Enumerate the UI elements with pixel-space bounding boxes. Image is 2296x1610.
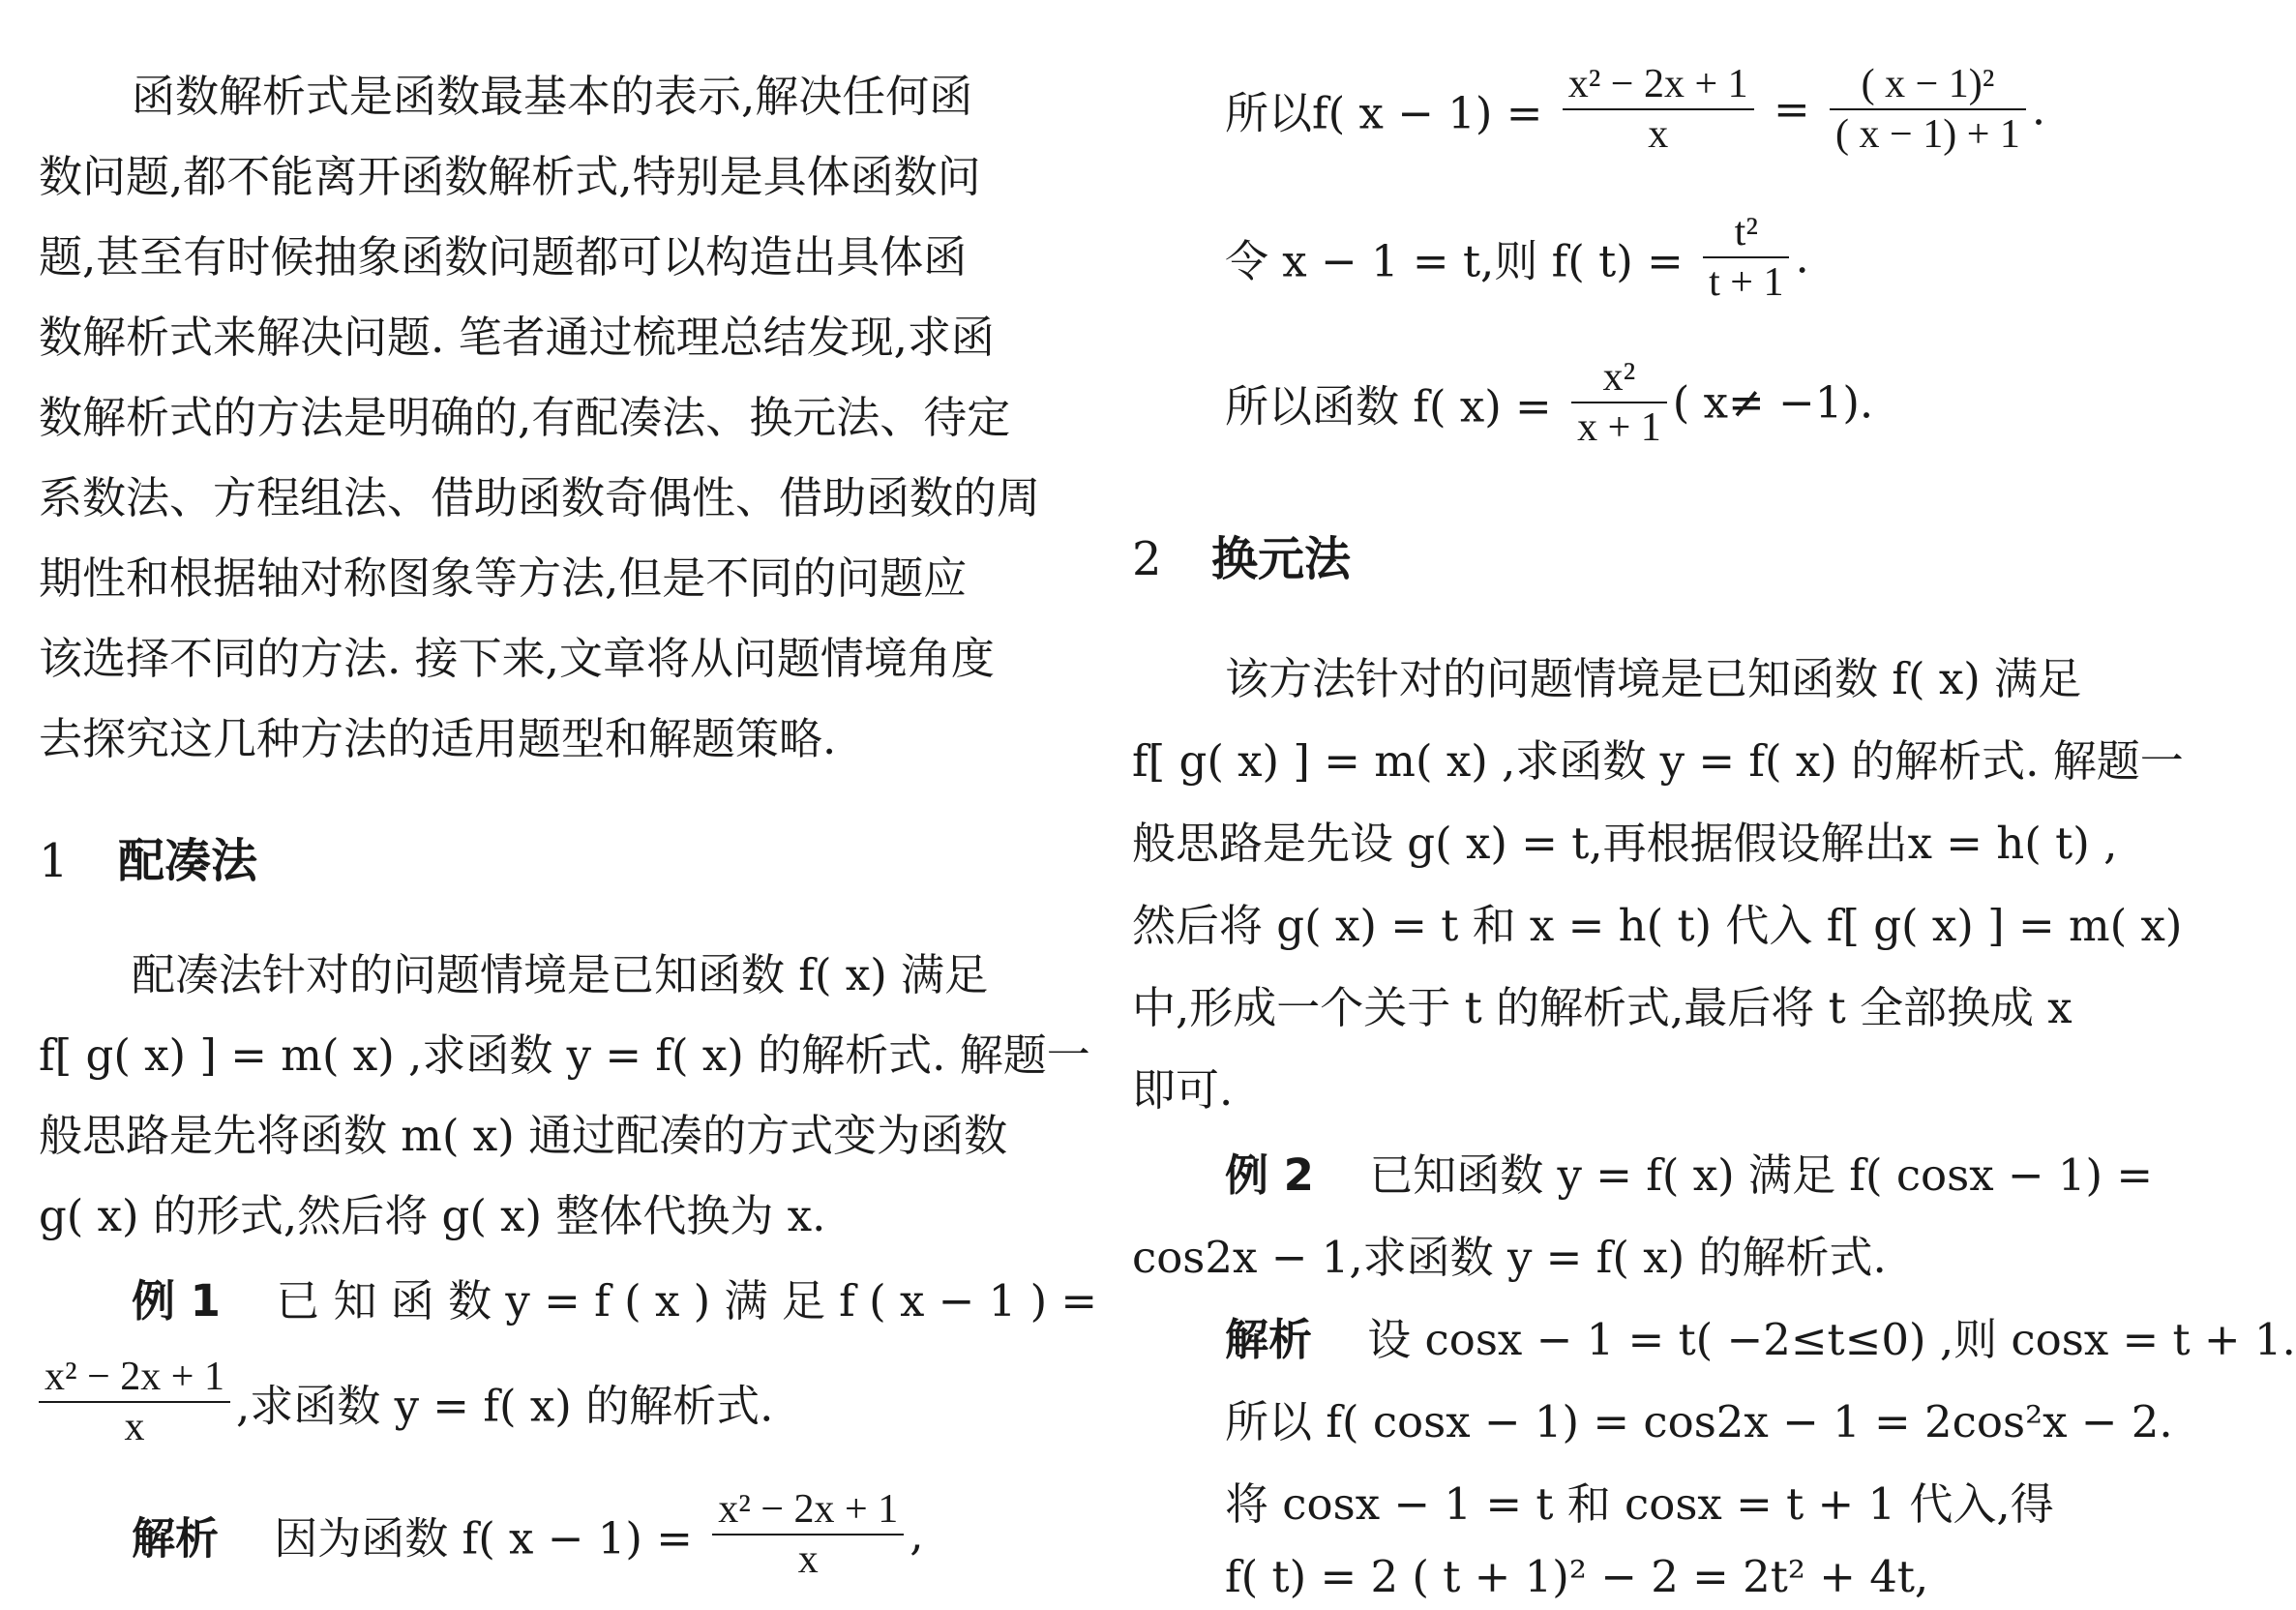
example-1-fraction-line (39, 1353, 773, 1451)
solution-1-line (132, 1485, 924, 1584)
s2-line-3: 般思路是先设 g( x) = t,再根据假设解出x = h( t) , (1132, 818, 2118, 869)
denominator: x (124, 1405, 145, 1449)
section-number: 2 (1132, 532, 1162, 586)
eq-prefix: 所以f( x − 1) = (1225, 87, 1543, 139)
s1-line-1: 配凑法针对的问题情境是已知函数 f( x) 满足 (132, 949, 989, 1000)
solution-text: 因为函数 f( x − 1) = (274, 1512, 693, 1565)
solution-text: 设 cosx − 1 = t( −2≤t≤0) ,则 cosx = t + 1. (1367, 1314, 2296, 1365)
s2-line-2: f[ g( x) ] = m( x) ,求函数 y = f( x) 的解析式. 解题一 (1132, 735, 2184, 787)
equation-1 (1225, 60, 2045, 159)
fraction (1703, 208, 1789, 307)
eq-prefix: 令 x − 1 = t,则 f( t) = (1225, 235, 1684, 287)
section-title: 换元法 (1211, 532, 1352, 586)
example-2-line-2: cos2x − 1,求函数 y = f( x) 的解析式. (1132, 1232, 1887, 1283)
solution-2-line-2: 所以 f( cosx − 1) = cos2x − 1 = 2cos²x − 2. (1225, 1396, 2173, 1447)
solution-label: 解析 (1225, 1314, 1313, 1365)
intro-line-5: 数解析式的方法是明确的,有配凑法、换元法、待定 (39, 392, 1011, 443)
intro-line-2: 数问题,都不能离开函数解析式,特别是具体函数问 (39, 151, 981, 202)
example-text: 已知函数 y = f( x) 满足 f( cosx − 1) = (1369, 1149, 2154, 1201)
numerator: x² − 2x + 1 (1563, 60, 1754, 110)
s1-line-4: g( x) 的形式,然后将 g( x) 整体代换为 x. (39, 1190, 826, 1241)
fraction (1830, 60, 2026, 159)
numerator: x² − 2x + 1 (39, 1353, 230, 1403)
solution-2-line-1 (1225, 1311, 2296, 1369)
section-heading-2 (1132, 530, 1351, 588)
fraction (1571, 353, 1667, 452)
intro-line-1: 函数解析式是函数最基本的表示,解决任何函 (132, 71, 973, 122)
solution-after: , (909, 1508, 924, 1561)
intro-line-9: 去探究这几种方法的适用题型和解题策略. (39, 713, 837, 764)
s2-line-5: 中,形成一个关于 t 的解析式,最后将 t 全部换成 x (1132, 982, 2072, 1033)
equation-2 (1225, 208, 1809, 307)
eq-end: ( x≠ −1). (1672, 376, 1874, 429)
s1-line-2: f[ g( x) ] = m( x) ,求函数 y = f( x) 的解析式. 解题一 (39, 1029, 1090, 1081)
s2-line-1: 该方法针对的问题情境是已知函数 f( x) 满足 (1225, 653, 2082, 704)
s1-line-3: 般思路是先将函数 m( x) 通过配凑的方式变为函数 (39, 1110, 1008, 1161)
eq-end: . (1795, 231, 1809, 283)
section-number: 1 (39, 834, 69, 888)
intro-line-6: 系数法、方程组法、借助函数奇偶性、借助函数的周 (39, 472, 1041, 523)
intro-line-7: 期性和根据轴对称图象等方法,但是不同的问题应 (39, 552, 968, 604)
example-after: ,求函数 y = f( x) 的解析式. (235, 1380, 774, 1432)
denominator: t + 1 (1709, 260, 1784, 305)
section-title: 配凑法 (118, 834, 258, 888)
example-1-line (132, 1272, 1097, 1330)
numerator: x² − 2x + 1 (712, 1485, 904, 1535)
intro-line-8: 该选择不同的方法. 接下来,文章将从问题情境角度 (39, 633, 995, 684)
example-text: 已 知 函 数 y = f ( x ) 满 足 f ( x − 1 ) = (276, 1275, 1098, 1327)
intro-line-4: 数解析式来解决问题. 笔者通过梳理总结发现,求函 (39, 312, 995, 363)
intro-line-3: 题,甚至有时候抽象函数问题都可以构造出具体函 (39, 231, 968, 283)
s2-line-6: 即可. (1132, 1064, 1234, 1116)
eq-end: . (2031, 83, 2046, 135)
s2-line-4: 然后将 g( x) = t 和 x = h( t) 代入 f[ g( x) ] = m( x) (1132, 900, 2183, 951)
numerator: x² (1571, 353, 1667, 403)
example-label: 例 2 (1225, 1149, 1314, 1201)
denominator: x (797, 1537, 819, 1582)
fraction (1563, 60, 1754, 159)
fraction (712, 1485, 904, 1584)
example-label: 例 1 (132, 1275, 221, 1327)
numerator: t² (1703, 208, 1789, 258)
section-heading-1 (39, 832, 257, 890)
denominator: ( x − 1) + 1 (1835, 112, 2020, 157)
numerator: ( x − 1)² (1830, 60, 2026, 110)
solution-2-line-4: f( t) = 2 ( t + 1)² − 2 = 2t² + 4t, (1225, 1551, 1929, 1602)
eq-prefix: 所以函数 f( x) = (1225, 380, 1552, 432)
denominator: x (1648, 112, 1669, 157)
solution-2-line-3: 将 cosx − 1 = t 和 cosx = t + 1 代入,得 (1225, 1478, 2054, 1530)
example-2-line-1 (1225, 1147, 2153, 1205)
equation-3 (1225, 353, 1873, 452)
denominator: x + 1 (1577, 405, 1661, 450)
eq-mid: = (1774, 83, 1810, 135)
fraction (39, 1353, 230, 1451)
solution-label: 解析 (132, 1512, 220, 1565)
